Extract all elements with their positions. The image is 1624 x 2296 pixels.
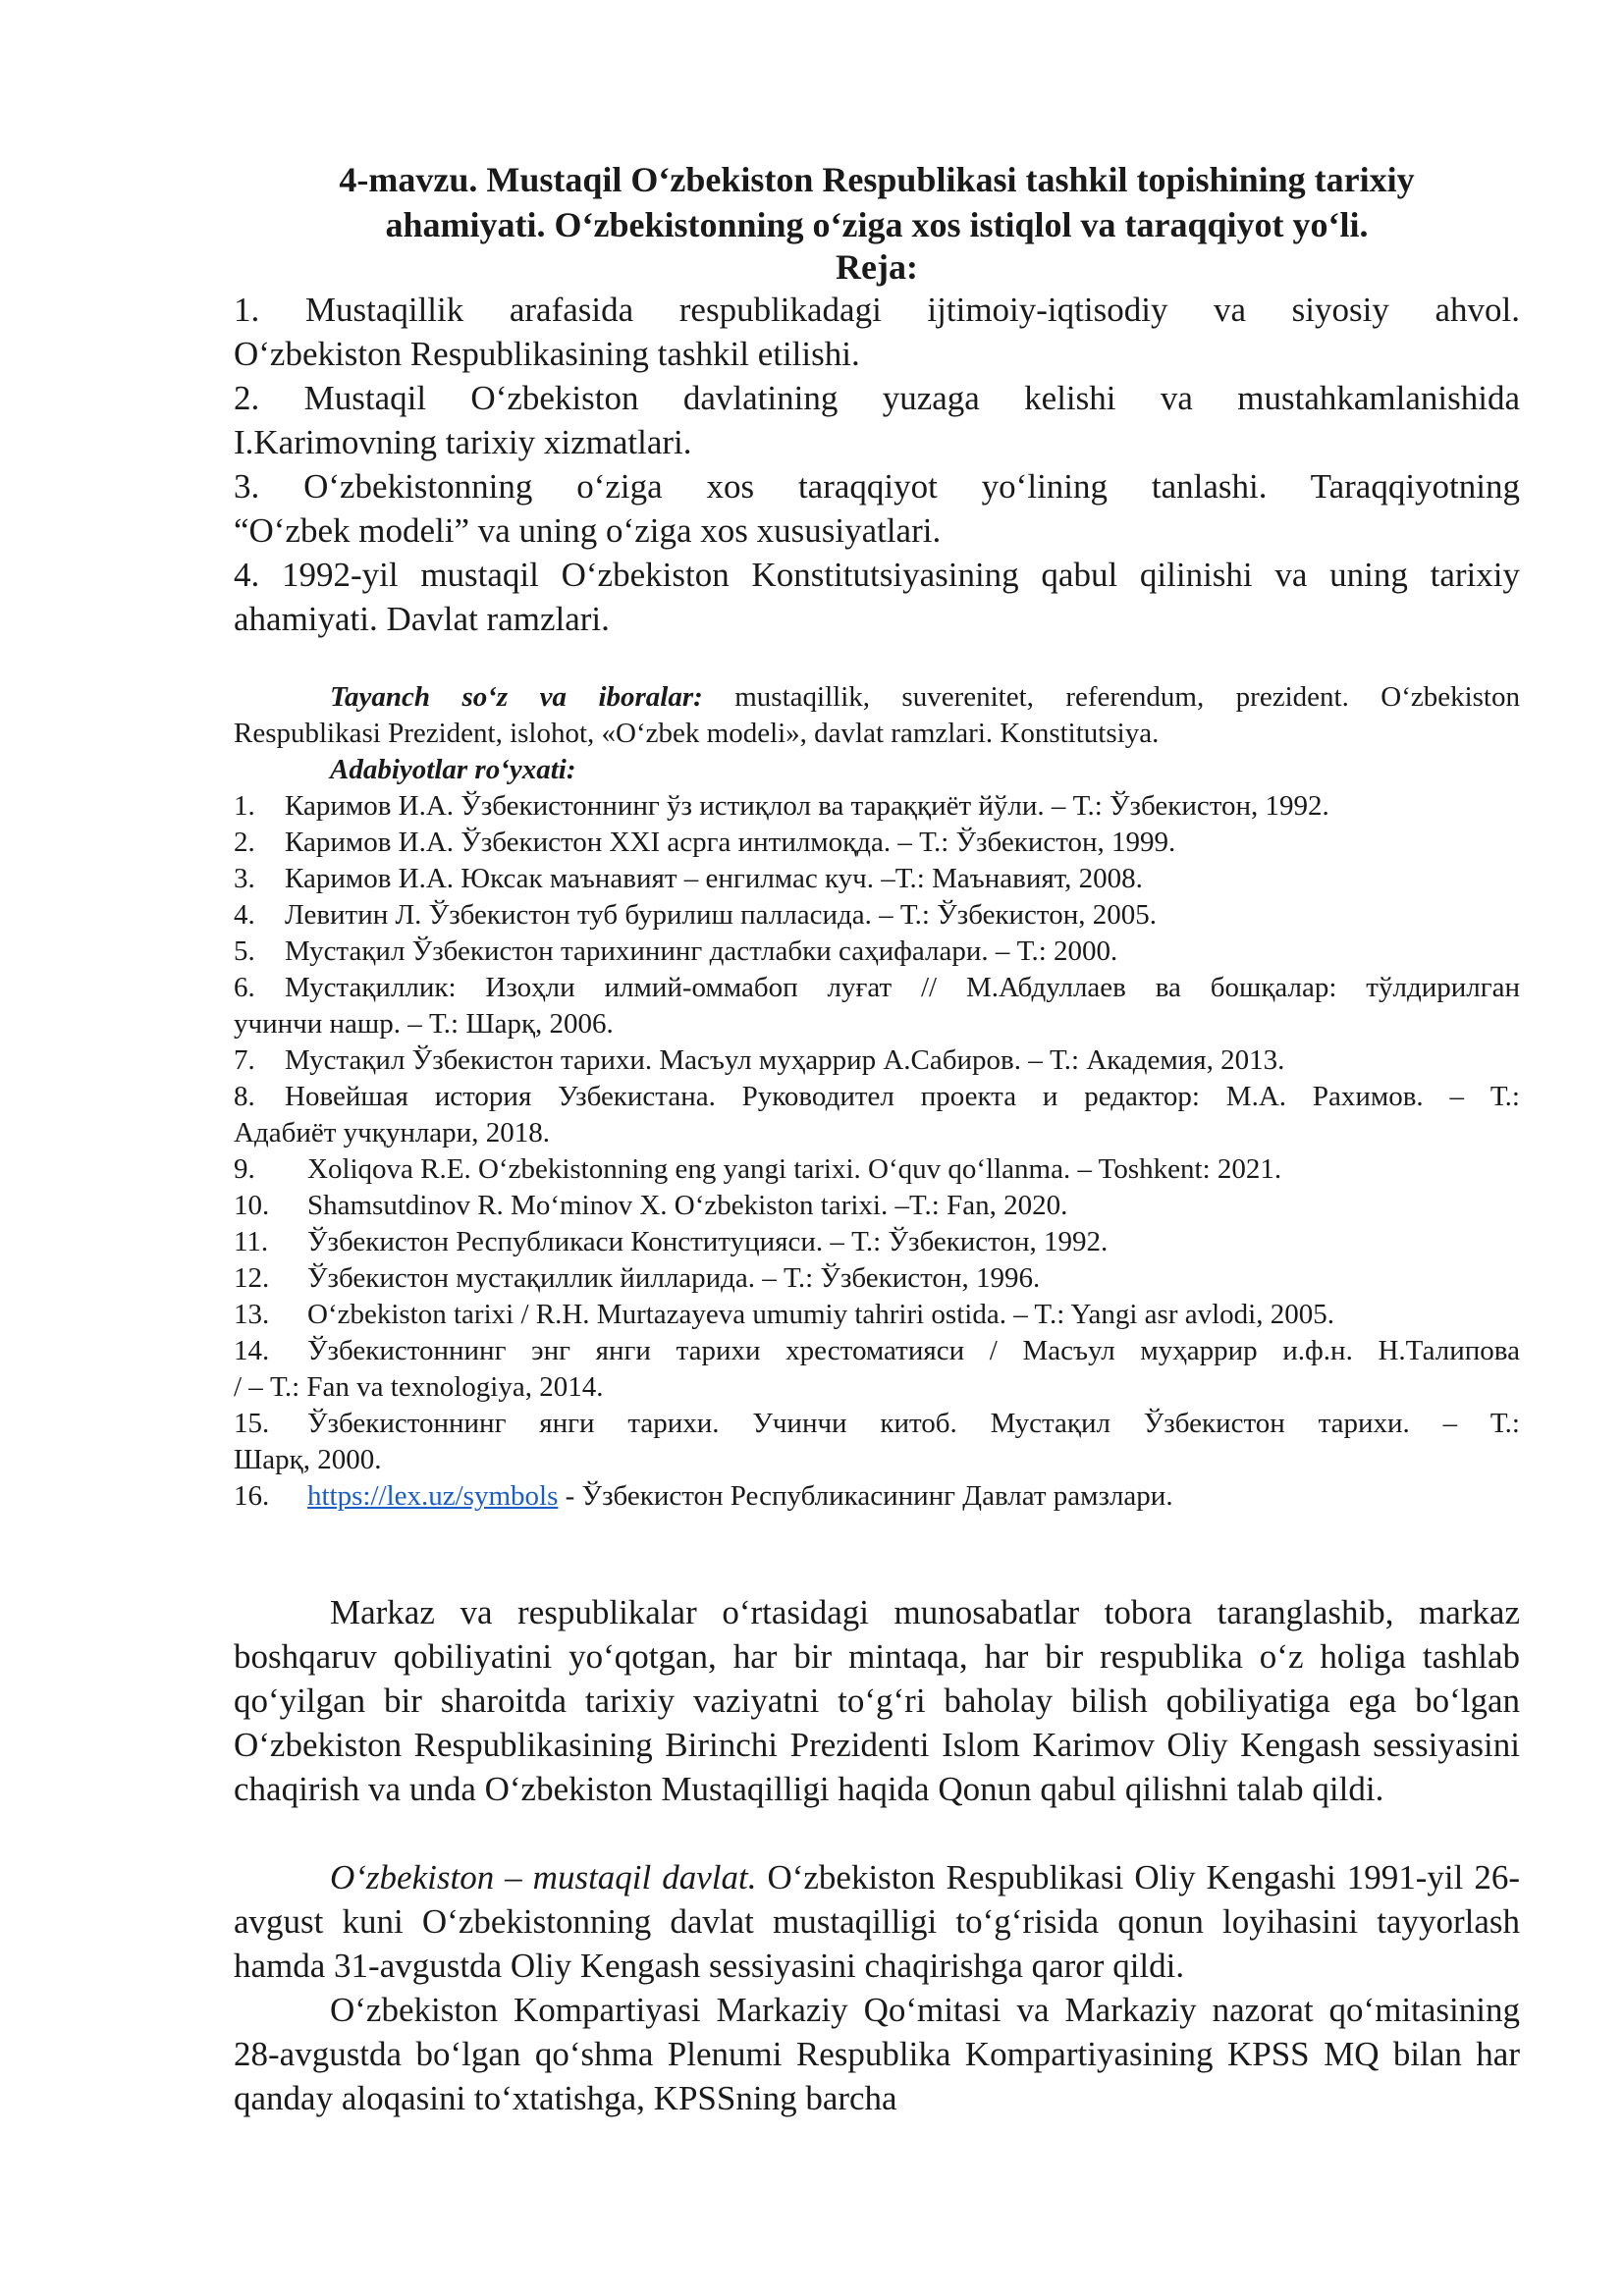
plan-line: O‘zbekiston Respublikasining tashkil etilishi. [234, 335, 860, 373]
literature-item [234, 788, 1520, 825]
literature-item-text: Ўзбекистоннинг янги тарихи. Учинчи китоб. Мустақил Ўзбекистон тарихи. – Т.: [307, 1408, 1520, 1439]
literature-item-continuation: / – Т.: Fan va texnologiya, 2014. [234, 1371, 604, 1403]
literature-item-number: 9. [234, 1153, 255, 1185]
paragraph-2-italic: O‘zbekiston – mustaqil davlat. [330, 1858, 757, 1896]
literature-item [234, 1079, 1520, 1151]
plan-line: 2. Mustaqil O‘zbekiston davlatining yuzaga kelishi va mustahkamlanishida [234, 379, 1520, 417]
plan-line: 4. 1992-yil mustaqil O‘zbekiston Konstitutsiyasining qabul qilinishi va uning tarixiy [234, 556, 1520, 594]
literature-item-text: Каримов И.А. Ўзбекистоннинг ўз истиқлол ва тараққиёт йўли. – Т.: Ўзбекистон, 1992. [285, 790, 1329, 822]
literature-item-number: 16. [234, 1480, 270, 1512]
literature-item [234, 1224, 1520, 1260]
paragraph-2 [234, 1855, 1520, 1988]
literature-item-text: Мустақил Ўзбекистон тарихининг дастлабки саҳифалари. – Т.: 2000. [285, 935, 1118, 967]
literature-item-number: 15. [234, 1408, 270, 1439]
literature-item-number: 3. [234, 863, 255, 894]
keywords-text: mustaqillik, suverenitet, referendum, prezident. O‘zbekiston [702, 681, 1520, 713]
literature-item-number: 4. [234, 899, 255, 931]
literature-item-number: 7. [234, 1044, 255, 1076]
literature-item-number: 12. [234, 1262, 270, 1294]
symbols-link[interactable]: https://lex.uz/symbols [307, 1480, 559, 1512]
literature-item-number: 14. [234, 1335, 270, 1366]
literature-item [234, 1151, 1520, 1188]
literature-item-text: O‘zbekiston tarixi / R.H. Murtazayeva umumiy tahriri ostida. – T.: Yangi asr avlodi, 2005. [307, 1299, 1334, 1330]
literature-item-number: 2. [234, 827, 255, 858]
literature-item-text: Xoliqova R.E. O‘zbekistonning eng yangi tarixi. O‘quv qo‘llanma. – Toshkent: 2021. [307, 1153, 1282, 1185]
literature-item-text: Ўзбекистоннинг энг янги тарихи хрестоматияси / Масъул муҳаррир и.ф.н. Н.Талипова [307, 1335, 1520, 1366]
plan-list [234, 288, 1520, 641]
literature-item-text: Ўзбекистон мустақиллик йилларида. – Т.: Ўзбекистон, 1996. [307, 1262, 1041, 1294]
literature-item-text: Shamsutdinov R. Mo‘minov X. O‘zbekiston tarixi. –T.: Fan, 2020. [307, 1190, 1068, 1221]
literature-item-number: 5. [234, 935, 255, 967]
literature-item-continuation: Шарқ, 2000. [234, 1444, 382, 1475]
title-line-1: 4-mavzu. Mustaqil O‘zbekiston Respublikasi tashkil topishining tarixiy [339, 160, 1415, 199]
keywords-section [234, 679, 1520, 788]
literature-item-number: 11. [234, 1226, 269, 1257]
literature-item-number: 8. [234, 1081, 255, 1112]
literature-item [234, 1297, 1520, 1333]
plan-line: ahamiyati. Davlat ramzlari. [234, 600, 610, 638]
literature-item [234, 861, 1520, 897]
literature-item-text: Левитин Л. Ўзбекистон туб бурилиш палласида. – Т.: Ўзбекистон, 2005. [285, 899, 1157, 931]
literature-item-text: Каримов И.А. Юксак маънавият – енгилмас куч. –Т.: Маънавият, 2008. [285, 863, 1143, 894]
keywords-label: Tayanch so‘z va iboralar: [330, 681, 703, 713]
literature-item [234, 1042, 1520, 1079]
paragraph-2-text: O‘zbekiston Respublikasi Oliy Kengashi 1991-yil 26-avgust kuni O‘zbekistonning davlat mustaqilligi to‘g‘risida qonun loyihasini tayyorlash hamda 31-avgustda Oliy Kengash sessiyasini chaqirishga qaror qildi. [234, 1858, 1520, 1985]
literature-item-text: Новейшая история Узбекистана. Руководител проекта и редактор: М.А. Рахимов. – Т.: [285, 1081, 1520, 1112]
literature-item-text: - Ўзбекистон Республикасининг Давлат рамзлари. [558, 1480, 1173, 1512]
literature-item-text: Мустақиллик: Изоҳли илмий-оммабоп луғат // М.Абдуллаев ва бошқалар: тўлдирилган [285, 972, 1520, 1003]
literature-item-text: Ўзбекистон Республикаси Конституцияси. – Т.: Ўзбекистон, 1992. [307, 1226, 1109, 1257]
literature-item-text: Мустақил Ўзбекистон тарихи. Масъул муҳаррир А.Сабиров. – Т.: Академия, 2013. [285, 1044, 1285, 1076]
literature-heading: Adabiyotlar ro‘yxati: [330, 754, 576, 785]
literature-item [234, 1478, 1520, 1515]
plan-line: “O‘zbek modeli” va uning o‘ziga xos xususiyatlari. [234, 511, 942, 550]
keywords-text-cont: Respublikasi Prezident, islohot, «O‘zbek modeli», davlat ramzlari. Konstitutsiya. [234, 718, 1160, 749]
paragraph-3: O‘zbekiston Kompartiyasi Markaziy Qo‘mitasi va Markaziy nazorat qo‘mitasining 28-avgustda bo‘lgan qo‘shma Plenumi Respublika Kompartiyasining KPSS MQ bilan har qanday aloqasini to‘xtatishga, KPSSning barcha [234, 1991, 1520, 2117]
literature-list [234, 788, 1520, 1515]
literature-item-number: 6. [234, 972, 255, 1003]
literature-item-continuation: учинчи нашр. – Т.: Шарқ, 2006. [234, 1008, 614, 1040]
literature-item [234, 1188, 1520, 1224]
literature-item [234, 1406, 1520, 1478]
literature-item [234, 825, 1520, 861]
page-title [234, 157, 1520, 287]
literature-item [234, 970, 1520, 1042]
plan-line: I.Karimovning tarixiy xizmatlari. [234, 423, 692, 461]
literature-item-number: 10. [234, 1190, 270, 1221]
literature-item-text: Каримов И.А. Ўзбекистон XXI асрга интилмоқда. – Т.: Ўзбекистон, 1999. [285, 827, 1176, 858]
literature-item-number: 1. [234, 790, 255, 822]
literature-item [234, 1260, 1520, 1297]
plan-heading: Reja: [836, 247, 918, 287]
literature-item-continuation: Адабиёт учқунлари, 2018. [234, 1117, 550, 1148]
plan-line: 3. O‘zbekistonning o‘ziga xos taraqqiyot yo‘lining tanlashi. Taraqqiyotning [234, 467, 1520, 506]
literature-item [234, 934, 1520, 970]
plan-line: 1. Mustaqillik arafasida respublikadagi ijtimoiy-iqtisodiy va siyosiy ahvol. [234, 291, 1520, 329]
literature-item [234, 897, 1520, 934]
paragraph-1: Markaz va respublikalar o‘rtasidagi munosabatlar tobora taranglashib, markaz boshqaruv qobiliyatini yo‘qotgan, har bir mintaqa, har bir respublika o‘z holiga tashlab qo‘yilgan bir sharoitda tarixiy vaziyatni to‘g‘ri baholay bilish qobiliyatiga ega bo‘lgan O‘zbekiston Respublikasining Birinchi Prezidenti Islom Karimov Oliy Kengash sessiyasini chaqirish va unda O‘zbekiston Mustaqilligi haqida Qonun qabul qilishni talab qildi. [234, 1593, 1520, 1808]
literature-item-number: 13. [234, 1299, 270, 1330]
title-line-2: ahamiyati. O‘zbekistonning o‘ziga xos istiqlol va taraqqiyot yo‘li. [385, 205, 1369, 244]
literature-item [234, 1333, 1520, 1406]
